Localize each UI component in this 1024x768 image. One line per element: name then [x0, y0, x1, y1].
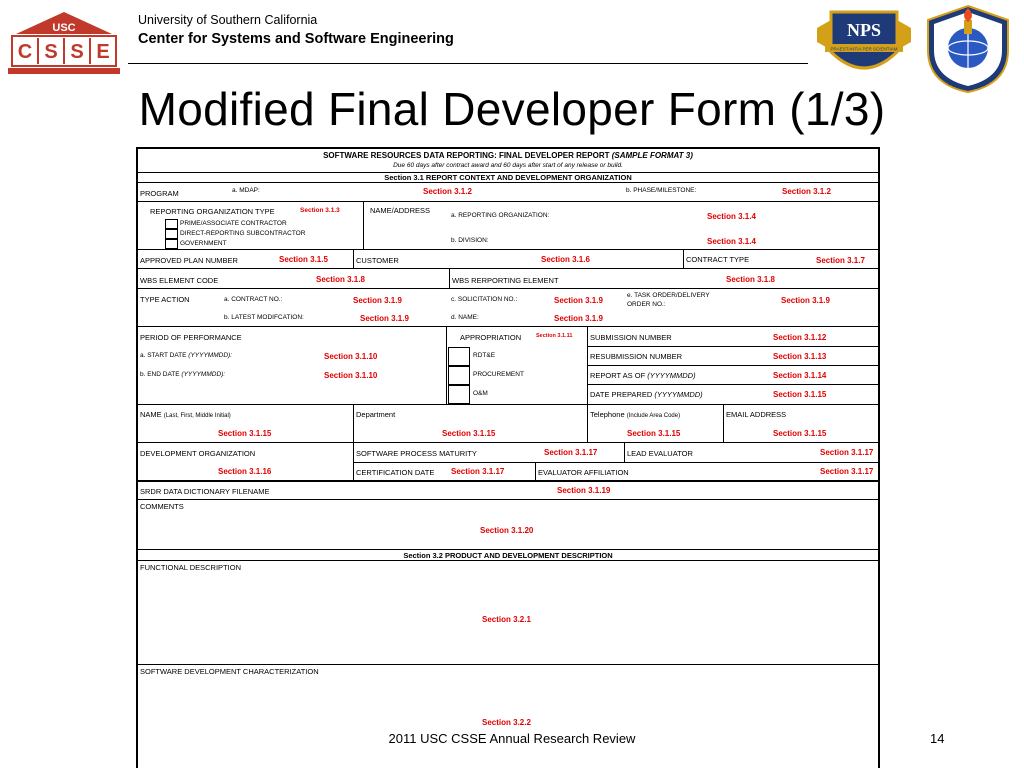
section-31-title: Section 3.1 REPORT CONTEXT AND DEVELOPMENT ORGANIZATION [384, 173, 632, 182]
solicitation-label: c. SOLICITATION NO.: [451, 296, 518, 303]
university-name: University of Southern California [138, 13, 318, 27]
rdte-label: RDT&E [473, 352, 496, 359]
om-checkbox[interactable] [448, 385, 470, 404]
eval-affil-label: EVALUATOR AFFILIATION [538, 468, 629, 477]
direct-label: DIRECT-REPORTING SUBCONTRACTOR [180, 230, 306, 237]
form-heading-row [138, 149, 878, 173]
ref-3-1-20: Section 3.1.20 [480, 526, 534, 535]
approved-plan-row [138, 250, 878, 269]
functional-row [138, 561, 878, 665]
ref-3-1-9-c: Section 3.1.9 [781, 296, 830, 305]
srdr-row [138, 482, 878, 500]
page-number: 14 [930, 731, 945, 746]
om-label: O&M [473, 390, 488, 397]
header-text [138, 13, 454, 47]
developer-form [136, 147, 880, 768]
csse-letter-s1: S [44, 41, 58, 63]
type-action-label: TYPE ACTION [140, 295, 190, 304]
csse-letter-s2: S [70, 41, 84, 63]
prime-checkbox[interactable] [165, 219, 178, 229]
type-action-row [138, 289, 878, 327]
procurement-label: PROCUREMENT [473, 371, 524, 378]
sw-dev-char-row [138, 665, 878, 768]
government-checkbox[interactable] [165, 239, 178, 249]
ref-3-1-9-a: Section 3.1.9 [353, 296, 402, 305]
ref-3-1-3: Section 3.1.3 [300, 207, 340, 214]
form-subheading: Due 60 days after contract award and 60 days after start of any release or build. [393, 162, 623, 169]
ref-3-1-2-b: Section 3.1.2 [782, 187, 831, 196]
ref-3-1-15-b: Section 3.1.15 [218, 429, 272, 438]
ref-3-1-16: Section 3.1.16 [218, 467, 272, 476]
ref-3-1-7: Section 3.1.7 [816, 256, 865, 265]
ref-3-1-14: Section 3.1.14 [773, 371, 827, 380]
ref-3-1-9-e: Section 3.1.9 [554, 314, 603, 323]
phase-label: b. PHASE/MILESTONE: [626, 187, 697, 194]
ref-3-1-15-a: Section 3.1.15 [773, 390, 827, 399]
mdap-label: a. MDAP: [232, 187, 260, 194]
program-label: PROGRAM [140, 189, 179, 198]
task-order-label: e. TASK ORDER/DELIVERY [627, 292, 710, 299]
dev-org-label: DEVELOPMENT ORGANIZATION [140, 449, 256, 458]
end-date-label: b. END DATE (YYYYMMDD): [140, 371, 226, 378]
cert-date-label: CERTIFICATION DATE [356, 468, 435, 477]
appropriation-label: APPROPRIATION [460, 333, 522, 342]
header-divider [128, 63, 808, 64]
reporting-org-row [138, 202, 878, 250]
contract-no-label: a. CONTRACT NO.: [224, 296, 283, 303]
ref-3-1-2-a: Section 3.1.2 [423, 187, 472, 196]
ref-3-1-15-c: Section 3.1.15 [442, 429, 496, 438]
email-label: EMAIL ADDRESS [726, 410, 787, 419]
program-row [138, 183, 878, 202]
ref-3-1-15-e: Section 3.1.15 [773, 429, 827, 438]
direct-checkbox[interactable] [165, 229, 178, 239]
ref-3-1-10-b: Section 3.1.10 [324, 371, 378, 380]
contract-type-label: CONTRACT TYPE [686, 255, 750, 264]
name-address-label: NAME/ADDRESS [370, 206, 431, 215]
date-prepared-label: DATE PREPARED (YYYYMMDD) [590, 390, 703, 399]
department-label: Department [356, 410, 396, 419]
period-block [138, 327, 878, 405]
ref-3-1-4-b: Section 3.1.4 [707, 237, 756, 246]
wbs-code-label: WBS ELEMENT CODE [140, 276, 219, 285]
dev-org-block [138, 443, 878, 482]
name-d-label: d. NAME: [451, 314, 479, 321]
division-label: b. DIVISION: [451, 237, 489, 244]
procurement-checkbox[interactable] [448, 366, 470, 385]
nps-motto: PRAESTANTIA PER SCIENTIAM [830, 46, 898, 52]
csse-letter-e: E [96, 41, 110, 63]
ref-3-1-10-a: Section 3.1.10 [324, 352, 378, 361]
ref-3-1-12: Section 3.1.12 [773, 333, 827, 342]
center-name: Center for Systems and Software Engineering [138, 31, 454, 47]
report-as-of-label: REPORT AS OF (YYYYMMDD) [590, 371, 696, 380]
nps-logo [815, 6, 913, 84]
ref-3-1-11: Section 3.1.11 [536, 333, 573, 339]
section-32-row [138, 550, 878, 561]
ref-3-2-2: Section 3.2.2 [482, 718, 531, 727]
section-31-row [138, 173, 878, 183]
ref-3-1-13: Section 3.1.13 [773, 352, 827, 361]
reporting-org-type-label: REPORTING ORGANIZATION TYPE [150, 207, 275, 216]
srdr-label: SRDR DATA DICTIONARY FILENAME [140, 487, 270, 496]
csse-letter-c: C [17, 41, 33, 63]
latest-mod-label: b. LATEST MODIFCATION: [224, 314, 304, 321]
prime-label: PRIME/ASSOCIATE CONTRACTOR [180, 220, 287, 227]
start-date-label: a. START DATE (YYYYMMDD): [140, 352, 232, 359]
ref-3-1-15-d: Section 3.1.15 [627, 429, 681, 438]
reporting-org-label: a. REPORTING ORGANIZATION: [451, 212, 550, 219]
air-force-cost-analysis-agency-seal [922, 4, 1014, 94]
order-no-label: ORDER NO.: [627, 301, 666, 308]
contact-row [138, 405, 878, 443]
wbs-row [138, 269, 878, 289]
section-32-title: Section 3.2 PRODUCT AND DEVELOPMENT DESCRIPTION [403, 551, 613, 560]
nps-logo-text: NPS [846, 20, 882, 40]
resubmission-label: RESUBMISSION NUMBER [590, 352, 683, 361]
ref-3-1-17-b: Section 3.1.17 [820, 448, 874, 457]
functional-label: FUNCTIONAL DESCRIPTION [140, 563, 241, 572]
ref-3-1-6: Section 3.1.6 [541, 255, 590, 264]
wbs-reporting-label: WBS RERPORTING ELEMENT [452, 276, 559, 285]
ref-3-1-17-c: Section 3.1.17 [451, 467, 505, 476]
footer-text: 2011 USC CSSE Annual Research Review [388, 731, 636, 746]
telephone-label: Telephone (Include Area Code) [590, 410, 681, 419]
ref-3-1-17-d: Section 3.1.17 [820, 467, 874, 476]
period-label: PERIOD OF PERFORMANCE [140, 333, 242, 342]
usc-logo-text: USC [52, 22, 76, 34]
usc-csse-logo [8, 10, 120, 76]
lead-eval-label: LEAD EVALUATOR [627, 449, 693, 458]
government-label: GOVERNMENT [180, 240, 227, 247]
af-seal-text: AIR FORCE COST ANALYSIS AGENCY [930, 63, 1006, 92]
ref-3-2-1: Section 3.2.1 [482, 615, 531, 624]
name-label: NAME (Last, First, Middle Initial) [140, 410, 231, 419]
ref-3-1-19: Section 3.1.19 [557, 486, 611, 495]
ref-3-1-9-d: Section 3.1.9 [360, 314, 409, 323]
submission-label: SUBMISSION NUMBER [590, 333, 672, 342]
comments-row [138, 500, 878, 550]
slide-title: Modified Final Developer Form (1/3) [138, 83, 886, 135]
comments-label: COMMENTS [140, 502, 184, 511]
ref-3-1-8-a: Section 3.1.8 [316, 275, 365, 284]
form-heading: SOFTWARE RESOURCES DATA REPORTING: FINAL DEVELOPER REPORT (SAMPLE FORMAT 3) [323, 151, 693, 160]
ref-3-1-5: Section 3.1.5 [279, 255, 328, 264]
ref-3-1-8-b: Section 3.1.8 [726, 275, 775, 284]
ref-3-1-9-b: Section 3.1.9 [554, 296, 603, 305]
customer-label: CUSTOMER [356, 256, 399, 265]
ref-3-1-17-a: Section 3.1.17 [544, 448, 598, 457]
sw-dev-char-label: SOFTWARE DEVELOPMENT CHARACTERIZATION [140, 667, 319, 676]
ref-3-1-4-a: Section 3.1.4 [707, 212, 756, 221]
sw-process-label: SOFTWARE PROCESS MATURITY [356, 449, 477, 458]
rdte-checkbox[interactable] [448, 347, 470, 366]
approved-plan-label: APPROVED PLAN NUMBER [140, 256, 238, 265]
